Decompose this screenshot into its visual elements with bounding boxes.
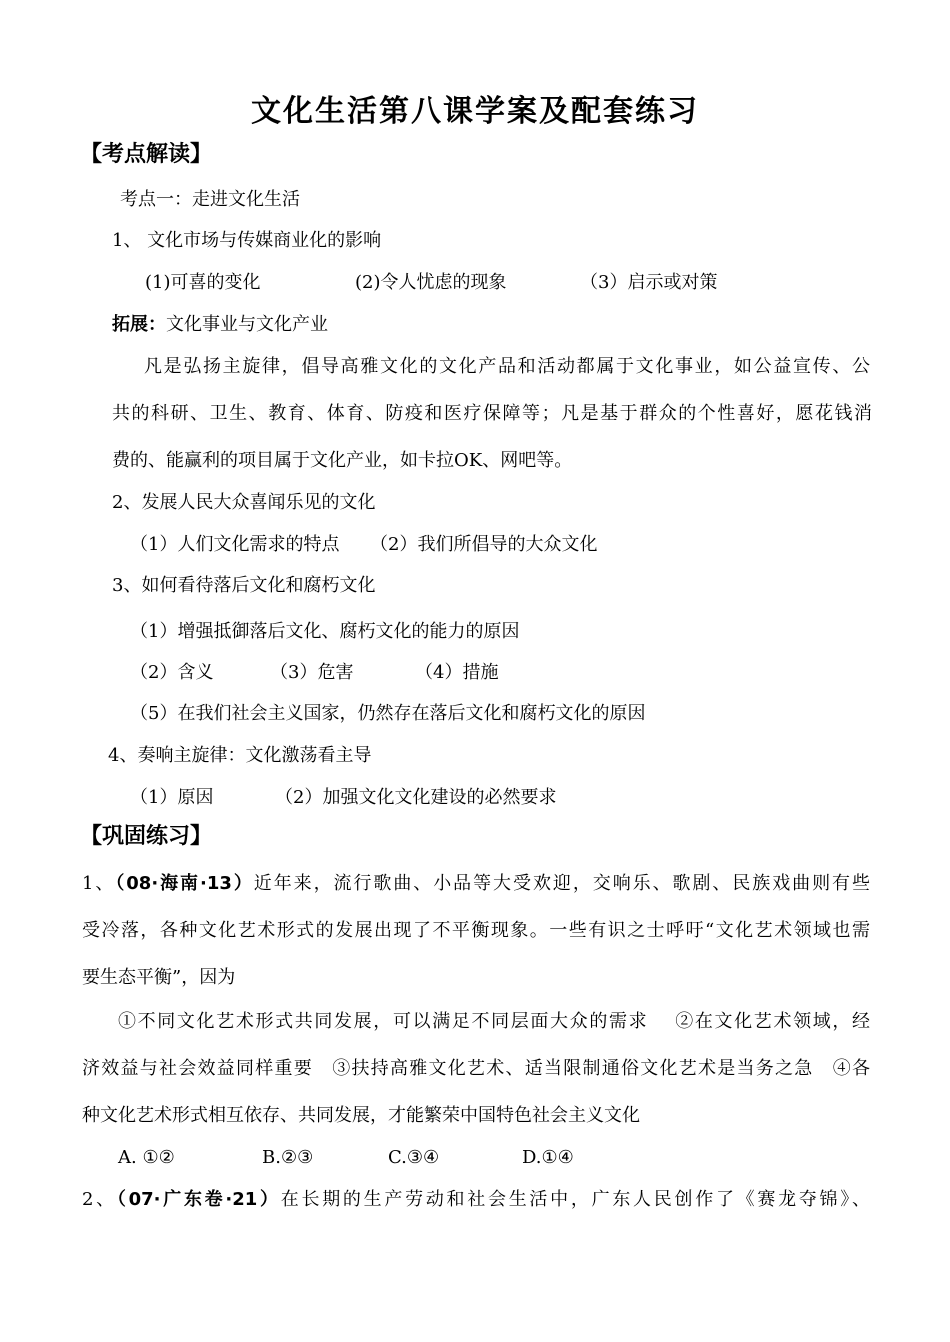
kaodian-one: 考点一：走进文化生活	[120, 189, 300, 210]
q2-number: 2、	[82, 1189, 117, 1210]
q1-option-text-2: 济效益与社会效益同样重要 ③扶持高雅文化艺术、适当限制通俗文化艺术是当务之急 ④各	[82, 1058, 870, 1079]
q1-option-line-2	[82, 1057, 870, 1081]
tuozhan-line	[112, 313, 328, 337]
item-2-sub-1: （1）人们文化需求的特点	[130, 534, 340, 555]
item-4: 4、奏响主旋律：文化激荡看主导	[108, 745, 372, 766]
q1-number: 1、	[82, 873, 116, 894]
q1-choice-d: D.①④	[522, 1147, 574, 1168]
item-2: 2、发展人民大众喜闻乐见的文化	[112, 492, 376, 513]
section-heading-gonggu: 【巩固练习】	[80, 824, 213, 849]
tuozhan-text: 文化事业与文化产业	[166, 314, 328, 335]
item-3-sub-2: （2）含义	[130, 662, 214, 683]
q1-text-2: 受冷落，各种文化艺术形式的发展出现了不平衡现象。一些有识之士呼吁“文化艺术领域也需	[82, 920, 870, 941]
q2-line-1	[82, 1188, 870, 1212]
q1-option-line-3: 种文化艺术形式相互依存、共同发展，才能繁荣中国特色社会主义文化	[82, 1105, 640, 1126]
para-line-2	[112, 402, 872, 426]
item-3-sub-3: （3）危害	[270, 662, 354, 683]
item-4-sub-2: （2）加强文化文化建设的必然要求	[275, 787, 557, 808]
item-1-sub-1: (1)可喜的变化	[145, 272, 261, 293]
item-3-sub-4: （4）措施	[415, 662, 499, 683]
q1-option-line-1	[118, 1010, 870, 1034]
q1-choice-a: A. ①②	[118, 1147, 175, 1168]
q2-source: （07·广东卷·21）	[116, 1189, 281, 1210]
item-3: 3、如何看待落后文化和腐朽文化	[112, 575, 376, 596]
item-1-sub-3: （3）启示或对策	[580, 272, 718, 293]
item-4-sub-1: （1）原因	[130, 787, 214, 808]
item-1: 1、 文化市场与传媒商业化的影响	[112, 230, 382, 251]
q1-line-2	[82, 919, 870, 943]
q1-source: （08·海南·13）	[115, 873, 254, 894]
item-3-sub-1: （1）增强抵御落后文化、腐朽文化的能力的原因	[130, 621, 520, 642]
q1-line-1-wrap	[82, 872, 870, 896]
q1-option-text-1: ①不同文化艺术形式共同发展，可以满足不同层面大众的需求 ②在文化艺术领域，经	[118, 1011, 870, 1032]
section-heading-kaodian: 【考点解读】	[80, 142, 213, 167]
tuozhan-label: 拓展：	[112, 314, 166, 335]
q1-choice-b: B.②③	[262, 1147, 314, 1168]
item-2-sub-2: （2）我们所倡导的大众文化	[370, 534, 598, 555]
q1-text-1: 近年来，流行歌曲、小品等大受欢迎，交响乐、歌剧、民族戏曲则有些	[253, 873, 870, 894]
para-line-2-text: 共的科研、卫生、教育、体育、防疫和医疗保障等；凡是基于群众的个性喜好，愿花钱消	[112, 403, 872, 424]
item-1-sub-2: (2)令人忧虑的现象	[355, 272, 507, 293]
item-3-sub-5: （5）在我们社会主义国家，仍然存在落后文化和腐朽文化的原因	[130, 703, 646, 724]
para-line-1-text: 凡是弘扬主旋律，倡导高雅文化的文化产品和活动都属于文化事业，如公益宣传、公	[144, 356, 870, 377]
q1-choice-c: C.③④	[388, 1147, 440, 1168]
q2-line-1-wrap	[82, 1188, 870, 1212]
page-title: 文化生活第八课学案及配套练习	[251, 94, 699, 129]
q1-line-3: 要生态平衡”，因为	[82, 967, 236, 988]
q1-line-1	[82, 872, 870, 896]
para-line-3: 费的、能赢利的项目属于文化产业，如卡拉OK、网吧等。	[112, 450, 573, 471]
para-line-1	[144, 355, 870, 379]
q2-text: 在长期的生产劳动和社会生活中，广东人民创作了《赛龙夺锦》、	[280, 1189, 871, 1210]
